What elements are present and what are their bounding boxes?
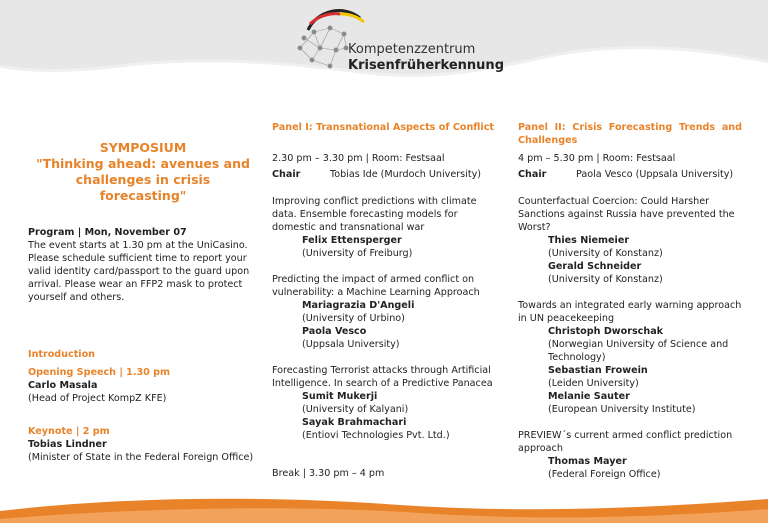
footer-wave [0,483,768,523]
speaker-affiliation: (Federal Foreign Office) [548,469,661,480]
speaker-name: Thies Niemeier [548,235,630,246]
talk-title: Improving conflict predictions with climate data. Ensemble forecasting models for domestic and transnational war [272,196,477,233]
program-notice: The event starts at 1.30 pm at the UniCasino. Please schedule sufficient time to report your valid identity card/passport to the guard upon arrival. Please wear an FFP2 mask to protect yourself and others. [28,240,250,303]
program-info [28,226,262,304]
keynote-heading: Keynote | 2 pm [28,426,110,437]
panel1-time: 2.30 pm – 3.30 pm | Room: Festsaal [272,153,445,164]
opening-heading: Opening Speech | 1.30 pm [28,367,171,378]
speaker-name: Christoph Dworschak [548,326,664,337]
talk-title: Predicting the impact of armed conflict on vulnerability: a Machine Learning Approach [272,274,480,298]
talk-title: Forecasting Terrorist attacks through Artificial Intelligence. In search of a Predictive Panacea [272,365,493,389]
panel-1 [272,121,500,480]
chair-label: Chair [272,169,301,180]
speaker-affiliation: (University of Freiburg) [302,248,413,259]
speaker-affiliation: (Leiden University) [548,378,639,389]
speaker-name: Thomas Mayer [548,456,627,467]
logo-text [348,42,504,74]
speaker-affiliation: (University of Kalyani) [302,404,409,415]
speaker-name: Felix Ettensperger [302,235,402,246]
speaker-affiliation: (University of Konstanz) [548,248,663,259]
speaker-affiliation: (University of Konstanz) [548,274,663,285]
symposium-title [28,140,258,204]
speaker-affiliation: (Entiovi Technologies Pvt. Ltd.) [302,430,450,441]
logo-line2: Krisenfrüherkennung [348,58,504,73]
break-info: Break | 3.30 pm – 4 pm [272,468,385,479]
speaker-affiliation: (Norwegian University of Science and Technology) [548,339,729,363]
chair-name: Paola Vesco (Uppsala University) [576,169,734,180]
speaker-name: Sebastian Frowein [548,365,648,376]
speaker-name: Sumit Mukerji [302,391,378,402]
speaker-name: Mariagrazia D'Angeli [302,300,415,311]
panel2-time: 4 pm – 5.30 pm | Room: Festsaal [518,153,676,164]
keynote-role: (Minister of State in the Federal Foreign Office) [28,452,254,463]
speaker-name: Sayak Brahmachari [302,417,407,428]
speaker-name: Paola Vesco [302,326,367,337]
speaker-name: Melanie Sauter [548,391,630,402]
keynote-speaker: Tobias Lindner [28,439,107,450]
opening-speaker: Carlo Masala [28,380,98,391]
talk-title: PREVIEW´s current armed conflict prediction approach [518,430,733,454]
panel2-chair [518,168,742,181]
intro-heading: Introduction [28,349,95,360]
talk-title: Towards an integrated early warning approach in UN peacekeeping [518,300,742,324]
speaker-affiliation: (University of Urbino) [302,313,405,324]
title-line3: forecasting" [99,188,187,203]
chair-name: Tobias Ide (Murdoch University) [330,169,482,180]
intro-section [28,348,268,464]
panel-2 [518,121,742,481]
symposium-label: SYMPOSIUM [99,140,187,155]
program-date: Program | Mon, November 07 [28,227,187,238]
panel1-heading: Panel I: Transnational Aspects of Conflict [272,122,494,133]
speaker-affiliation: (Uppsala University) [302,339,400,350]
chair-label: Chair [518,169,547,180]
speaker-affiliation: (European University Institute) [548,404,696,415]
opening-role: (Head of Project KompZ KFE) [28,393,167,404]
panel2-heading: Panel II: Crisis Forecasting Trends and Challenges [518,122,742,146]
title-line1: "Thinking ahead: avenues and [36,156,250,171]
speaker-name: Gerald Schneider [548,261,642,272]
talk-title: Counterfactual Coercion: Could Harsher Sanctions against Russia have prevented the Worst? [518,196,735,233]
panel1-chair [272,168,500,181]
title-line2: challenges in crisis [75,172,211,187]
logo-line1: Kompetenzzentrum [348,42,476,57]
